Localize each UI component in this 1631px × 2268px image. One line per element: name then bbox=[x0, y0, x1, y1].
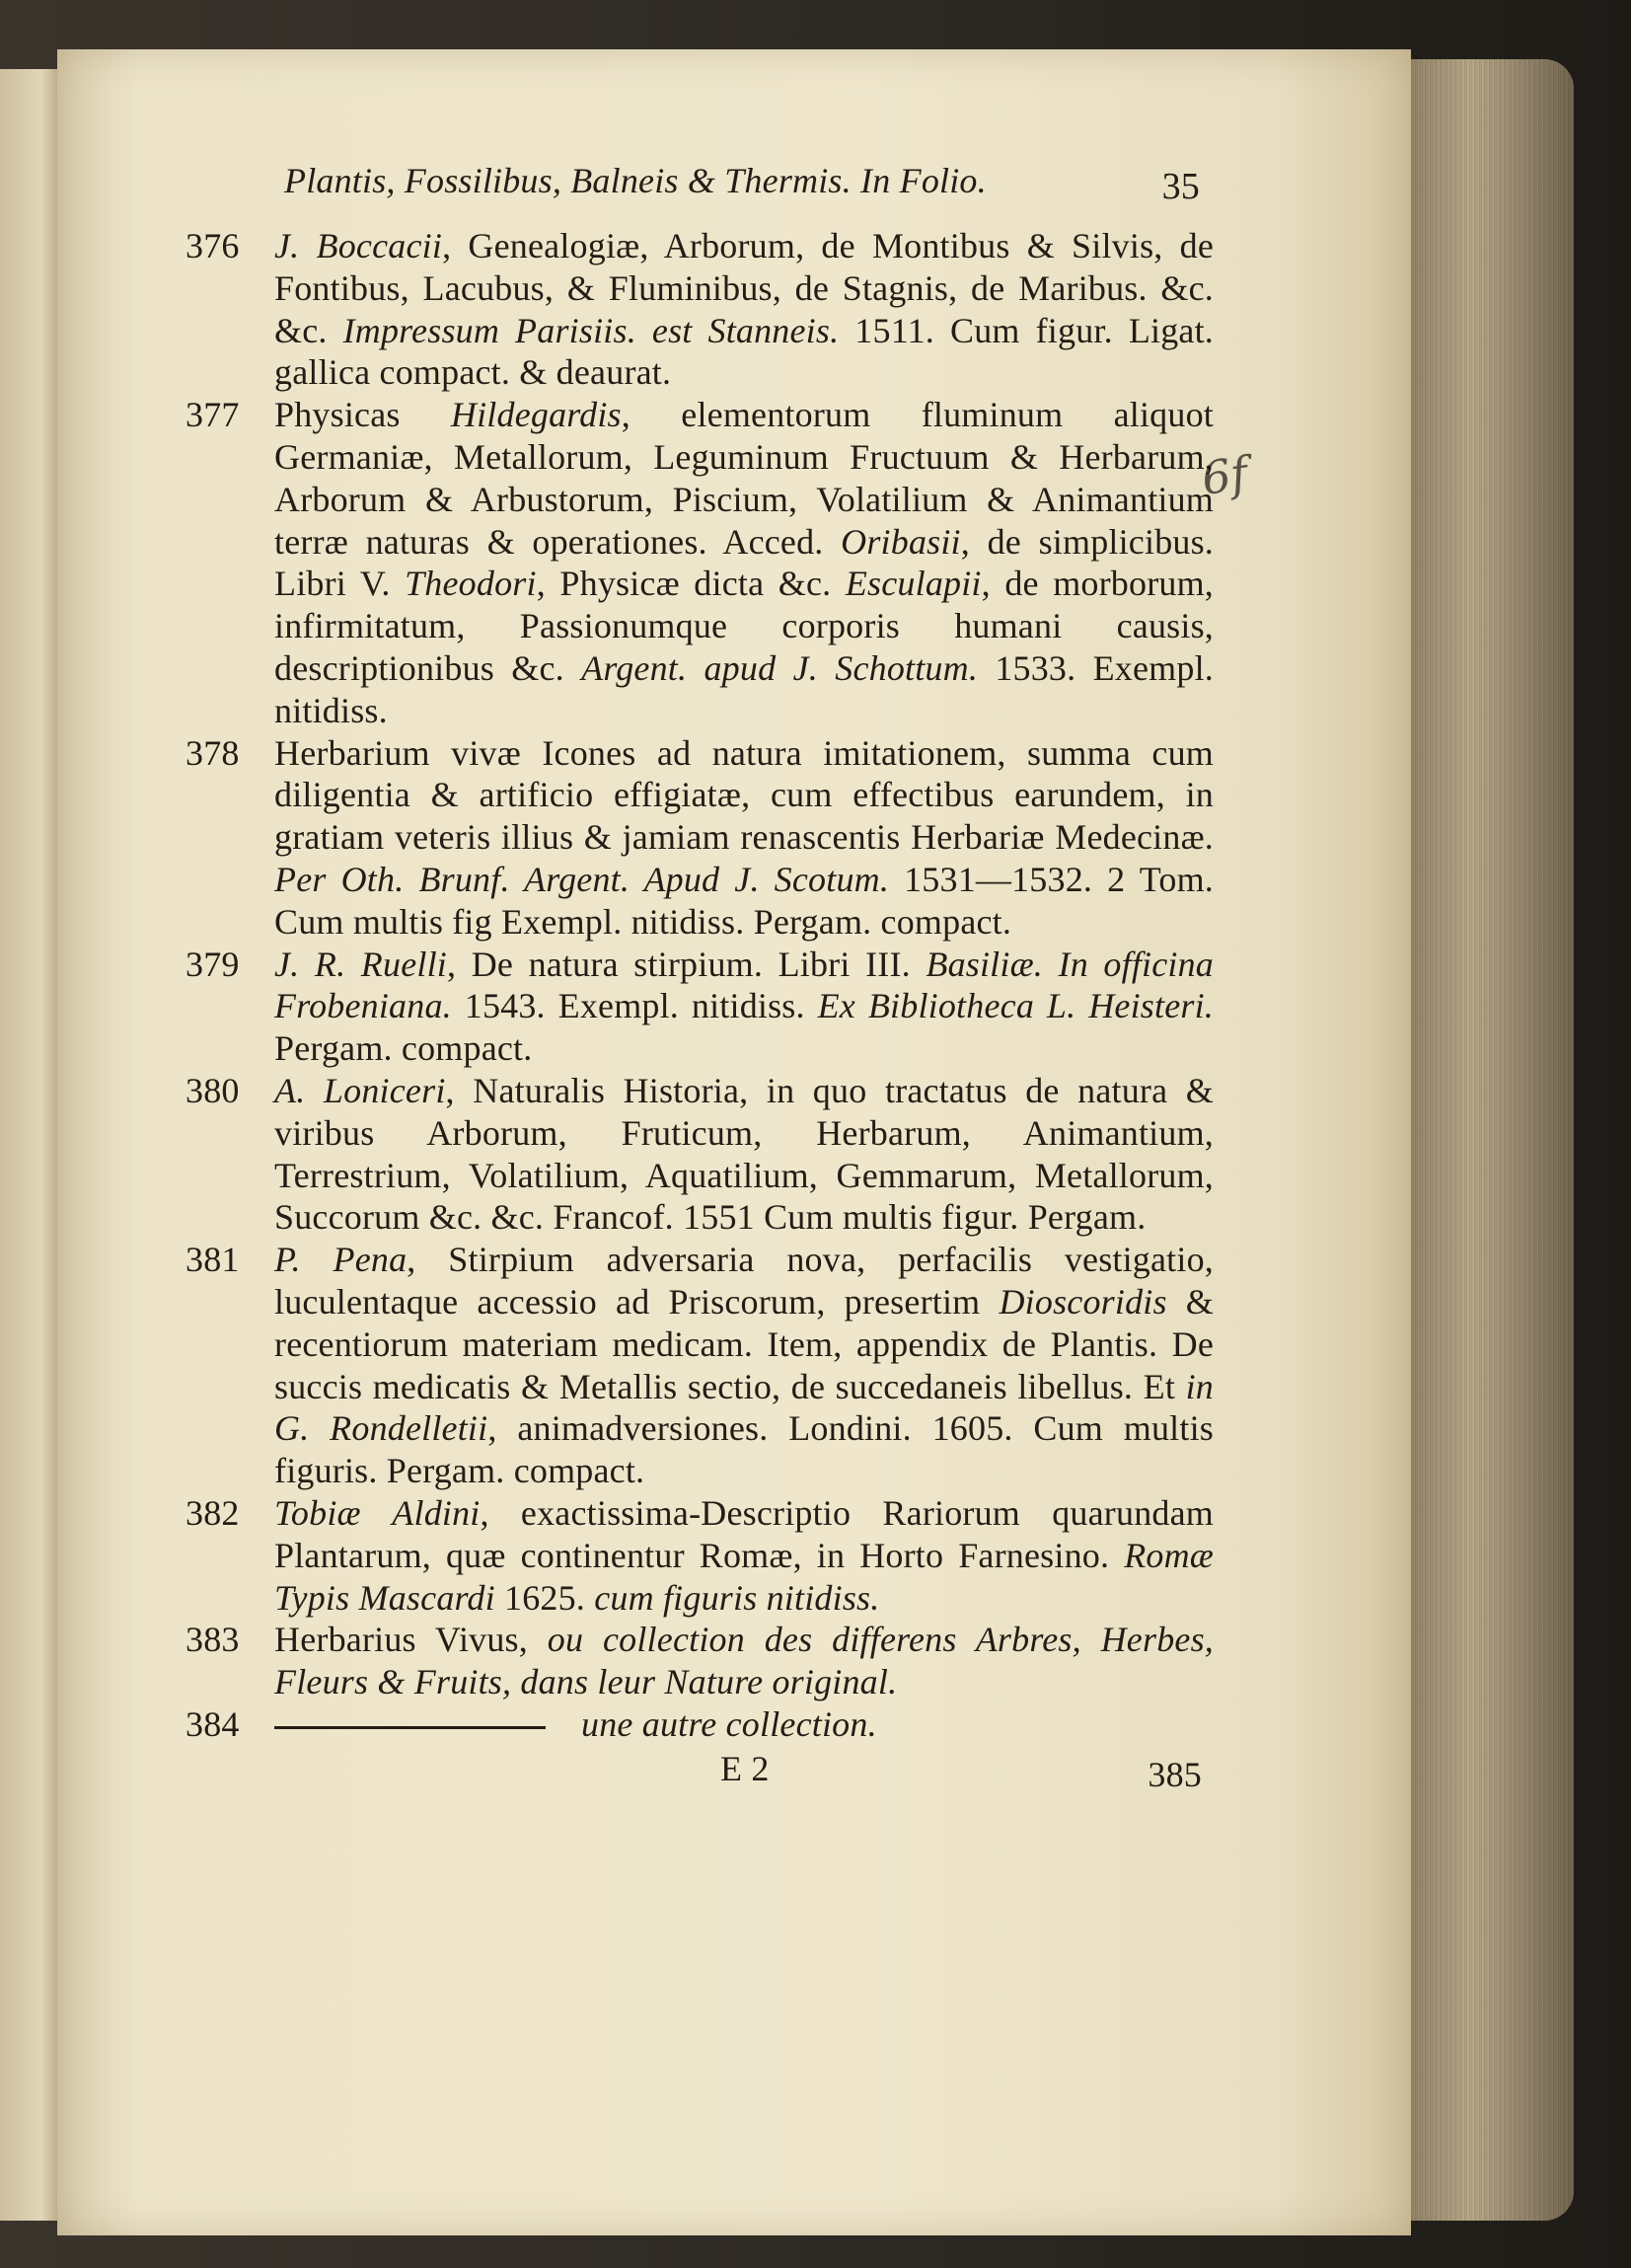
entry-number: 376 bbox=[185, 226, 240, 265]
catalog-entry bbox=[187, 1619, 1214, 1703]
text-segment: , Genealogiæ, Arborum, de Montibus & Silvis, de Fontibus, Lacubus, & Fluminibus, de Stagnis, de Maribus. &c. &c. bbox=[274, 226, 1215, 350]
entry-text bbox=[187, 225, 1214, 394]
catalog-entry bbox=[187, 944, 1214, 1070]
italic-segment: Romæ Typis Mascardi bbox=[274, 1535, 1214, 1618]
entry-number: 379 bbox=[185, 944, 240, 984]
margin-annotation: 6f bbox=[1198, 446, 1251, 505]
entry-number: 380 bbox=[185, 1070, 240, 1110]
italic-segment: in G. Rondelletii bbox=[274, 1366, 1214, 1449]
running-head-title: Plantis, Fossilibus, Balneis & Thermis. In Folio. bbox=[284, 161, 987, 200]
text-segment: , exactissima-Descriptio Rariorum quarundam Plantarum, quæ continentur Romæ, in Horto Farnesino. bbox=[274, 1492, 1214, 1575]
catalog-entries bbox=[187, 225, 1214, 1703]
italic-segment: Dioscoridis bbox=[999, 1281, 1167, 1322]
page-edges-shadow bbox=[1401, 59, 1574, 2221]
catalog-entry bbox=[187, 732, 1214, 944]
text-segment: , Naturalis Historia, in quo tractatus de natura & viribus Arborum, Fruticum, Herbarum, Animantium, Terrestrium, Volatilium, Aquatilium, Gemmarum, Metallorum, Succorum &c. &c. Francof. 1551 Cum multis figur. Pergam. bbox=[274, 1070, 1215, 1238]
entry-text bbox=[187, 1239, 1214, 1492]
entry-title: une autre collection. bbox=[581, 1703, 877, 1744]
entry-text bbox=[187, 394, 1214, 731]
italic-segment: A. Loniceri bbox=[274, 1070, 446, 1110]
text-segment: 1511. Cum figur. Ligat. gallica compact. & deaurat. bbox=[274, 310, 1214, 393]
entry-number: 383 bbox=[185, 1620, 240, 1660]
italic-segment: J. R. Ruelli bbox=[274, 944, 447, 984]
italic-segment: Oribasii bbox=[841, 521, 961, 562]
signature-mark: E 2 bbox=[720, 1748, 770, 1788]
text-segment: , elementorum fluminum aliquot Germaniæ, Metallorum, Leguminum Fructuum & Herbarum, Arborum & Arbustorum, Piscium, Volatilium & Animantium terræ naturas & operationes. Acced. bbox=[274, 395, 1214, 562]
catalog-entry bbox=[187, 1492, 1214, 1619]
text-segment: , De natura stirpium. Libri III. bbox=[446, 944, 927, 984]
entry-text bbox=[187, 944, 1214, 1070]
italic-segment: cum figuris nitidiss. bbox=[594, 1577, 880, 1618]
italic-segment: Impressum Parisiis. est Stanneis. bbox=[342, 310, 840, 350]
text-segment: 1531—1532. 2 Tom. Cum multis fig Exempl. nitidiss. Pergam. compact. bbox=[274, 859, 1214, 942]
catalog-entry bbox=[187, 1239, 1214, 1492]
entry-text bbox=[187, 1492, 1214, 1619]
catalog-entry bbox=[187, 1070, 1214, 1239]
entry-text bbox=[187, 732, 1214, 944]
entry-number: 377 bbox=[185, 395, 240, 435]
italic-segment: Per Oth. Brunf. Argent. Apud J. Scotum. bbox=[274, 859, 890, 899]
italic-segment: Ex Bibliotheca L. Heisteri. bbox=[817, 986, 1214, 1026]
italic-segment: Tobiæ Aldini bbox=[274, 1492, 481, 1533]
text-segment: Physicas bbox=[274, 395, 451, 435]
ditto-rule bbox=[274, 1726, 546, 1729]
facing-page-edge bbox=[0, 69, 59, 2221]
catalog-entry bbox=[187, 225, 1214, 394]
text-segment: Herbarium vivæ Icones ad natura imitationem, summa cum diligentia & artificio effigiatæ, cum effectibus earundem, in gratiam veteris illius & jamiam renascentis Herbariæ Medecinæ. bbox=[274, 732, 1214, 858]
entry-number: 381 bbox=[185, 1240, 240, 1280]
italic-segment: P. Pena bbox=[274, 1240, 408, 1280]
text-segment: , de simplicibus. Libri V. bbox=[274, 521, 1215, 604]
catalog-entry-last bbox=[187, 1703, 1214, 1746]
entry-number: 384 bbox=[185, 1703, 240, 1744]
text-segment: , de morborum, infirmitatum, Passionumque corporis humani causis, descriptionibus &c. bbox=[274, 564, 1214, 688]
italic-segment: Theodori bbox=[405, 564, 537, 604]
italic-segment: J. Boccacii bbox=[274, 226, 443, 265]
text-segment: , Stirpium adversaria nova, perfacilis vestigatio, luculentaque accessio ad Priscorum, presertim bbox=[274, 1240, 1214, 1322]
catalog-entry bbox=[187, 394, 1214, 731]
text-segment: 1625. bbox=[494, 1577, 595, 1618]
page-number: 35 bbox=[1161, 166, 1200, 207]
text-segment: & recentiorum materiam medicam. Item, appendix de Plantis. De succis medicatis & Metallis sectio, de succedaneis libellus. Et bbox=[274, 1281, 1214, 1406]
footer-line bbox=[187, 1748, 1214, 1794]
catchword: 385 bbox=[1148, 1754, 1202, 1794]
entry-text bbox=[187, 1703, 1214, 1746]
text-segment: , Physicæ dicta &c. bbox=[536, 564, 846, 604]
italic-segment: Hildegardis bbox=[450, 395, 622, 435]
entry-number: 382 bbox=[185, 1492, 240, 1533]
text-segment: 1533. Exempl. nitidiss. bbox=[274, 647, 1214, 730]
text-segment: 1543. Exempl. nitidiss. bbox=[451, 986, 818, 1026]
text-segment: , animadversiones. Londini. 1605. Cum multis figuris. Pergam. compact. bbox=[274, 1408, 1214, 1491]
entry-text bbox=[187, 1070, 1214, 1239]
italic-segment: ou collection des differens Arbres, Herbes, Fleurs & Fruits, dans leur Nature original. bbox=[274, 1620, 1214, 1702]
italic-segment: Esculapii bbox=[845, 564, 982, 604]
italic-segment: Basiliæ. In officina Frobeniana. bbox=[274, 944, 1215, 1026]
entry-text bbox=[187, 1619, 1214, 1703]
text-segment: Pergam. compact. bbox=[274, 1028, 533, 1069]
text-segment: Herbarius Vivus, bbox=[274, 1620, 548, 1660]
page-text bbox=[185, 160, 1215, 1794]
entry-number: 378 bbox=[185, 732, 240, 773]
italic-segment: Argent. apud J. Schottum. bbox=[581, 647, 979, 688]
running-head bbox=[187, 160, 1214, 225]
